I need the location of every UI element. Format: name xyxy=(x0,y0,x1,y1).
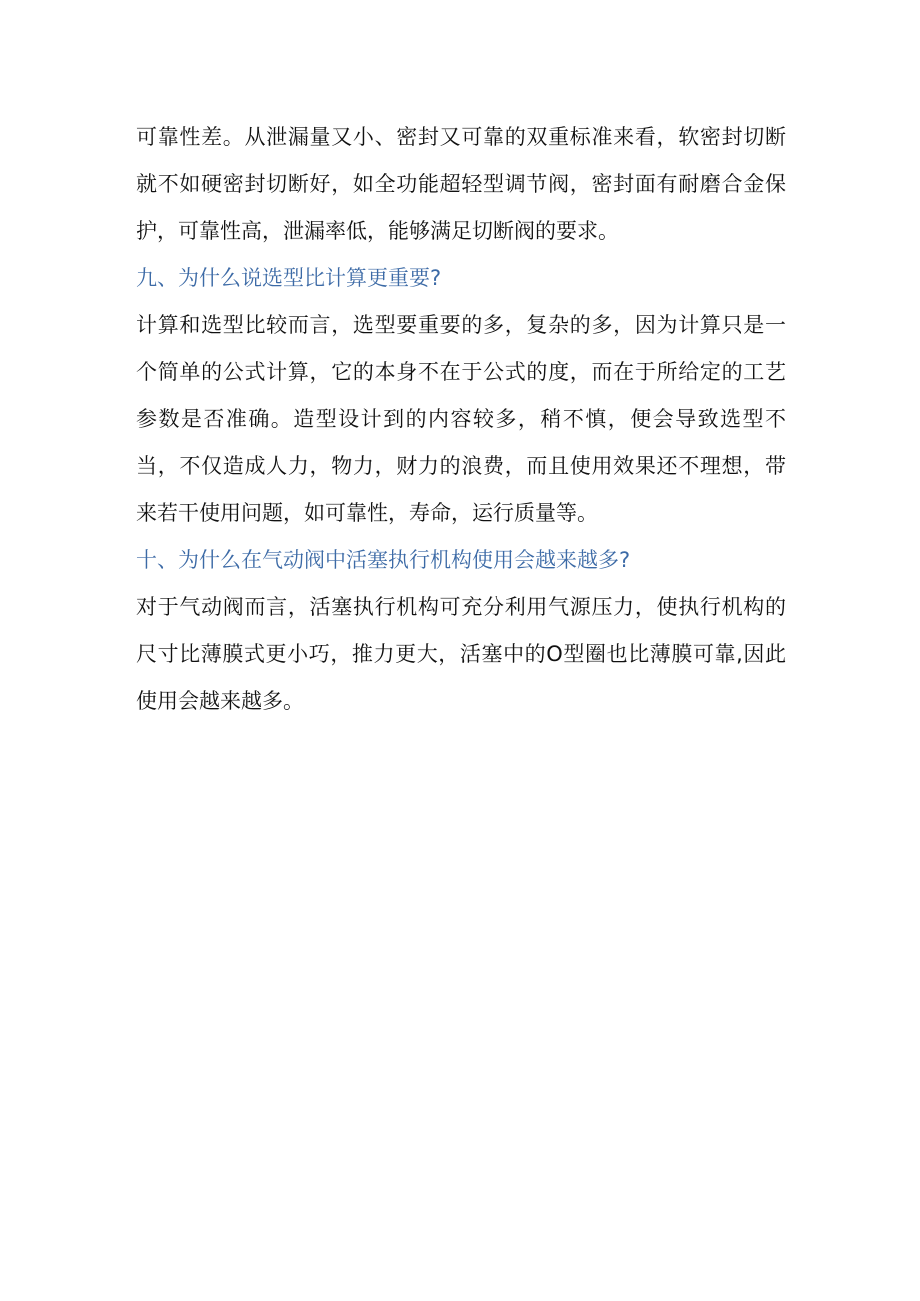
paragraph-selection-vs-calculation: 计算和选型比较而言，选型要重要的多，复杂的多，因为计算只是一个简单的公式计算，它的本身不在于公式的度，而在于所给定的工艺参数是否准确。造型设计到的内容较多，稍不慎，便会导致选型不当，不仅造成人力，物力，财力的浪费，而且使用效果还不理想，带来若干使用问题，如可靠性，寿命，运行质量等。 xyxy=(136,313,786,525)
document-body xyxy=(136,114,786,725)
heading-section-ten: 十、为什么在气动阀中活塞执行机构使用会越来越多? xyxy=(136,548,631,572)
paragraph-piston-actuator: 对于气动阀而言，活塞执行机构可充分利用气源压力，使执行机构的尺寸比薄膜式更小巧，推力更大，活塞中的O型圈也比薄膜可靠,因此使用会越来越多。 xyxy=(136,595,786,713)
paragraph-valve-seal-reliability: 可靠性差。从泄漏量又小、密封又可靠的双重标准来看，软密封切断就不如硬密封切断好，如全功能超轻型调节阀，密封面有耐磨合金保护，可靠性高，泄漏率低，能够满足切断阀的要求。 xyxy=(136,125,786,243)
heading-section-nine: 九、为什么说选型比计算更重要? xyxy=(136,266,442,290)
